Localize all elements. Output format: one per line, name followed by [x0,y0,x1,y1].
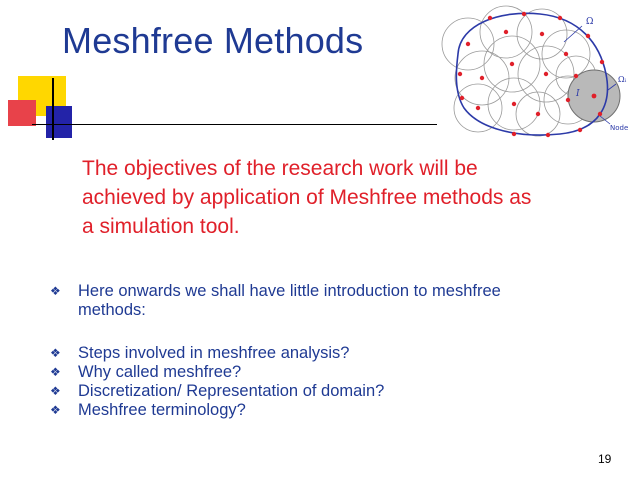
objective-text: The objectives of the research work will be achieved by application of Meshfree methods as a simulation tool. [82,157,532,238]
bullet-text: Discretization/ Representation of domain? [78,382,385,400]
bullet-item [50,401,550,420]
support-domain-circles [442,6,596,136]
node-index-label: I [576,89,580,99]
meshfree-domain-diagram [430,4,638,144]
slide-title: Meshfree Methods [62,20,364,61]
diamond-bullet-icon: ❖ [50,346,61,360]
decor-blue-square [46,106,72,138]
bullet-item [50,382,550,401]
diamond-bullet-icon: ❖ [50,365,61,379]
domain-label: Ω [586,17,594,27]
diamond-bullet-icon: ❖ [50,384,61,398]
decor-vertical-line [52,78,54,140]
node-label: Node [610,124,629,132]
title-underline [32,124,437,125]
diamond-bullet-icon: ❖ [50,403,61,417]
bullet-text: Why called meshfree? [78,363,242,381]
diamond-bullet-icon: ❖ [50,284,61,298]
bullet-item [50,363,550,382]
bullet-item [50,282,550,320]
page-number: 19 [598,452,612,466]
support-domain-label: Ωᵢ [618,75,627,84]
bullet-text: Meshfree terminology? [78,401,246,419]
bullet-text: Here onwards we shall have little introduction to meshfree methods: [78,282,501,319]
bullet-list [50,282,550,420]
bullet-text: Steps involved in meshfree analysis? [78,344,350,362]
decor-red-square [8,100,36,126]
bullet-item [50,344,550,363]
